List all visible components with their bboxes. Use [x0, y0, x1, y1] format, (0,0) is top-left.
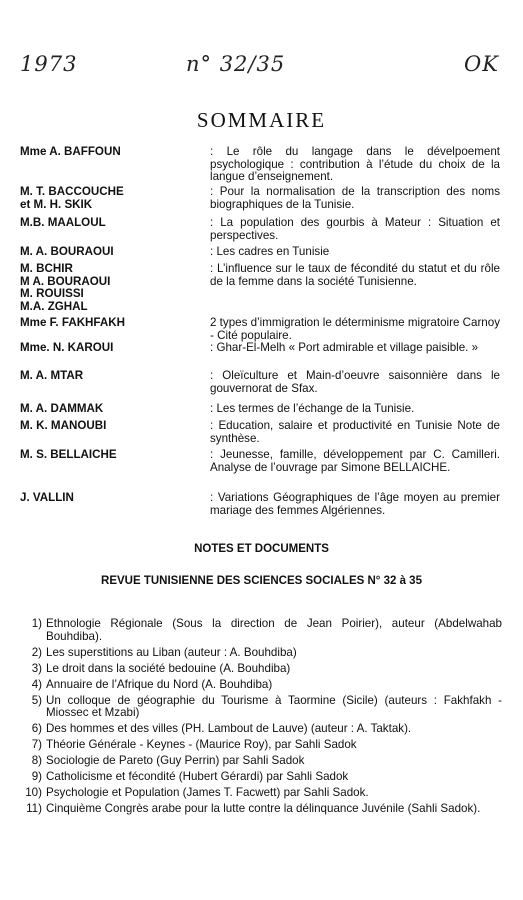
document-item — [20, 787, 502, 800]
toc-title: : Pour la normalisation de la transcription des noms biographiques de la Tunisie. — [210, 185, 500, 211]
handwritten-issue-annotation: n° 32/35 — [186, 52, 286, 76]
toc-title: : Les cadres en Tunisie — [210, 245, 330, 258]
toc-entry — [20, 420, 500, 445]
document-number: 11) — [26, 802, 42, 816]
toc-title: : Ghar-El-Melh « Port admirable et village paisible. » — [210, 341, 479, 354]
document-number: 3) — [31, 661, 42, 675]
document-item — [20, 695, 502, 720]
document-number: 2) — [31, 645, 42, 659]
toc-author: Mme A. BAFFOUN — [20, 145, 121, 158]
document-item — [20, 663, 502, 676]
toc-title: : Education, salaire et productivité en Tunisie Note de synthèse. — [210, 419, 500, 445]
toc-author: J. VALLIN — [20, 491, 74, 504]
document-text: Ethnologie Régionale (Sous la direction de Jean Poirier), auteur (Abdelwahab Bouhdiba). — [46, 617, 502, 643]
document-text: Cinquième Congrès arabe pour la lutte contre la délinquance Juvénile (Sahli Sadok). — [46, 802, 481, 816]
document-item — [20, 771, 502, 784]
document-item — [20, 679, 502, 692]
document-number: 5) — [31, 693, 42, 707]
document-text: Psychologie et Population (James T. Facwett) par Sahli Sadok. — [46, 786, 369, 800]
toc-title: : Variations Géographiques de l’âge moyen au premier mariage des femmes Algériennes. — [210, 491, 500, 517]
document-item — [20, 647, 502, 660]
toc-entry — [20, 492, 500, 517]
toc-title: : L’influence sur le taux de fécondité du statut et du rôle de la femme dans la société Tunisienne. — [210, 262, 500, 288]
document-text: Sociologie de Pareto (Guy Perrin) par Sahli Sadok — [46, 754, 305, 768]
toc-author: M. T. BACCOUCHE et M. H. SKIK — [20, 185, 124, 211]
document-number: 8) — [31, 754, 42, 768]
handwritten-year-annotation: 1973 — [20, 52, 78, 76]
document-text: Un colloque de géographie du Tourisme à Taormine (Sicile) (auteurs : Fakhfakh - Miossec et Mzabi) — [46, 693, 502, 720]
toc-entry — [20, 403, 500, 416]
document-number: 1) — [31, 617, 42, 630]
toc-title: 2 types d’immigration le déterminisme migratoire Carnoy - Cité populaire. — [210, 316, 500, 342]
document-text: Les superstitions au Liban (auteur : A. Bouhdiba) — [46, 645, 297, 659]
document-number: 4) — [31, 677, 42, 691]
document-text: Le droit dans la société bedouine (A. Bouhdiba) — [46, 661, 291, 675]
toc-author: M. K. MANOUBI — [20, 419, 107, 432]
document-item — [20, 755, 502, 768]
toc-entry — [20, 186, 500, 211]
toc-author: M. A. MTAR — [20, 369, 84, 382]
toc-entry — [20, 317, 500, 342]
document-number: 6) — [31, 722, 42, 736]
toc-entry — [20, 262, 500, 313]
documents-list — [20, 618, 502, 819]
toc-entry — [20, 246, 500, 259]
toc-entry — [20, 146, 500, 184]
document-number: 7) — [31, 738, 42, 752]
document-text: Catholicisme et fécondité (Hubert Gérardi) par Sahli Sadok — [46, 770, 349, 784]
document-text: Annuaire de l’Afrique du Nord (A. Bouhdiba) — [46, 677, 273, 691]
toc-entry — [20, 342, 500, 355]
toc-author: M. S. BELLAICHE — [20, 448, 117, 461]
revue-heading: REVUE TUNISIENNE DES SCIENCES SOCIALES N° 32 à 35 — [101, 575, 422, 587]
toc-entry — [20, 449, 500, 474]
toc-title: : Les termes de l’échange de la Tunisie. — [210, 402, 415, 415]
document-number: 10) — [25, 786, 42, 800]
handwritten-ok-annotation: OK — [464, 52, 499, 76]
notes-heading: NOTES ET DOCUMENTS — [194, 543, 329, 555]
toc-author: M.B. MAALOUL — [20, 216, 106, 229]
toc-author: M. BCHIR M A. BOURAOUI M. ROUISSI M.A. ZGHAL — [20, 262, 111, 313]
document-text: Théorie Générale - Keynes - (Maurice Roy), par Sahli Sadok — [46, 738, 357, 752]
toc-author: M. A. BOURAOUI — [20, 245, 114, 258]
toc-entry — [20, 217, 500, 242]
toc-author: Mme. N. KAROUI — [20, 341, 114, 354]
document-item — [20, 739, 502, 752]
document-item — [20, 618, 502, 643]
document-text: Des hommes et des villes (PH. Lambout de Lauve) (auteur : A. Taktak). — [46, 722, 412, 736]
toc-title: : Jeunesse, famille, développement par C. Camilleri. Analyse de l’ouvrage par Simone BELLAICHE. — [210, 448, 500, 474]
document-item — [20, 803, 502, 816]
page-title: SOMMAIRE — [196, 108, 327, 132]
document-number: 9) — [31, 770, 42, 784]
toc-author: Mme F. FAKHFAKH — [20, 316, 125, 329]
document-item — [20, 723, 502, 736]
toc-title: : Le rôle du langage dans le dévelpoement psychologique : contribution à l’étude du choix de la langue d’enseignement. — [210, 145, 500, 183]
toc-entry — [20, 370, 500, 395]
toc-title: : La population des gourbis à Mateur : Situation et perspectives. — [210, 216, 500, 242]
toc-author: M. A. DAMMAK — [20, 402, 104, 415]
toc-title: : Oleïculture et Main-d’oeuvre saisonnière dans le gouvernorat de Sfax. — [210, 369, 500, 395]
